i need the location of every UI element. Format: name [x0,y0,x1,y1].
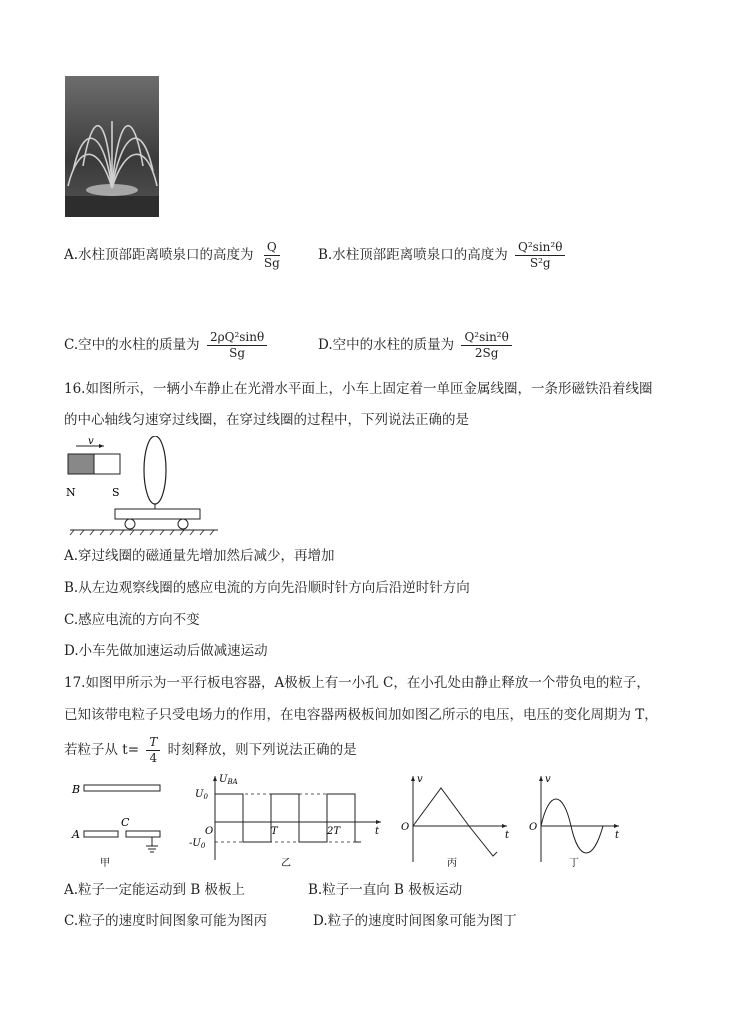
figure-ding-caption: 丁 [569,858,579,869]
q15-option-c-text: C.空中的水柱的质量为 [64,337,200,353]
q15-option-a-text: A.水柱顶部距离喷泉口的高度为 [64,247,254,263]
yi-origin-label: O [205,826,214,837]
q15-option-b[interactable] [318,240,568,271]
fraction-numerator: Q²sin²θ [461,330,511,346]
q17-stem-line-2: 已知该带电粒子只受电场力的作用，在电容器两极板间加如图乙所示的电压，电压的变化周期为 T， [64,707,658,723]
q15-option-d-fraction [461,330,511,361]
q17-stem-line-3 [64,735,357,766]
fraction-denominator: 4 [149,751,158,765]
fraction-denominator: 2Sg [474,346,499,360]
q16-option-b[interactable]: B.从左边观察线圈的感应电流的方向先沿顺时针方向后沿逆时针方向 [64,580,470,596]
q15-option-c[interactable] [64,330,270,361]
magnet-n-label: N [66,486,76,499]
fountain-graphic [65,76,159,217]
bing-t-label: t [505,830,510,841]
q17-stem-line-1: 17.如图甲所示为一平行板电容器，A极板上有一小孔 C，在小孔处由静止释放一个带负电的粒子， [64,675,650,691]
fraction-numerator: T [146,735,160,751]
yi-t1-label: T [271,826,278,837]
q15-option-d[interactable] [318,330,515,361]
ding-v-label: v [545,774,551,785]
q16-option-c[interactable]: C.感应电流的方向不变 [64,612,200,628]
figure-bing-caption: 丙 [447,858,457,869]
q16-stem-line-1: 16.如图所示，一辆小车静止在光滑水平面上，小车上固定着一单匝金属线圈，一条形磁铁沿着线圈 [64,381,653,397]
yi-t2-label: 2T [327,826,341,837]
q15-option-a-fraction [261,240,283,271]
plate-b-label: B [72,783,81,796]
fraction-denominator: S²g [529,256,551,270]
figure-yi-caption: 乙 [281,858,291,869]
q15-option-c-fraction [207,330,267,361]
q16-stem-line-2: 的中心轴线匀速穿过线圈，在穿过线圈的过程中，下列说法正确的是 [64,412,469,428]
hole-c-label: C [121,816,130,829]
figure-jia-caption: 甲 [100,858,110,869]
fraction-denominator: Sg [263,256,280,270]
fraction-numerator: Q [264,240,280,256]
magnet-s-label: S [112,486,120,499]
fraction-numerator: 2ρQ²sinθ [207,330,267,346]
bing-v-label: v [417,774,423,785]
q17-release-time-fraction [146,735,160,766]
q15-option-a[interactable] [64,240,286,271]
ding-origin-label: O [529,822,538,833]
q17-figure-ding-vt [525,770,625,870]
fraction-denominator: Sg [229,346,246,360]
q17-stem-line-3-start: 若粒子从 t= [64,742,140,758]
q17-figure-bing-vt [395,770,515,870]
q16-option-d[interactable]: D.小车先做加速运动后做减速运动 [64,643,268,659]
q17-figure-yi-voltage [185,770,385,870]
ding-t-label: t [615,830,620,841]
bing-origin-label: O [401,822,410,833]
q15-option-b-text: B.水柱顶部距离喷泉口的高度为 [318,247,508,263]
q15-option-b-fraction [515,240,565,271]
q15-option-d-text: D.空中的水柱的质量为 [318,337,455,353]
fraction-numerator: Q²sin²θ [515,240,565,256]
q17-option-d[interactable]: D.粒子的速度时间图象可能为图丁 [313,913,517,929]
q16-option-a[interactable]: A.穿过线圈的磁通量先增加然后减少，再增加 [64,548,335,564]
plate-a-label: A [72,828,80,841]
yi-ylabel: $U_{BA}$ [219,774,238,786]
q17-option-a[interactable]: A.粒子一定能运动到 B 极板上 [64,882,246,898]
velocity-label: v [88,436,94,447]
q16-magnet-cart-figure [60,436,220,536]
q17-option-b[interactable]: B.粒子一直向 B 极板运动 [308,882,463,898]
yi-u0-label: $U_0$ [195,789,208,801]
q17-figure-jia-capacitor [64,776,174,871]
fountain-photo [65,76,159,217]
q17-stem-line-3-end: 时刻释放，则下列说法正确的是 [167,742,357,758]
q17-option-c[interactable]: C.粒子的速度时间图象可能为图丙 [64,913,268,929]
yi-neg-u0-label: $-U_0$ [189,838,206,850]
yi-t-label: t [375,826,380,837]
